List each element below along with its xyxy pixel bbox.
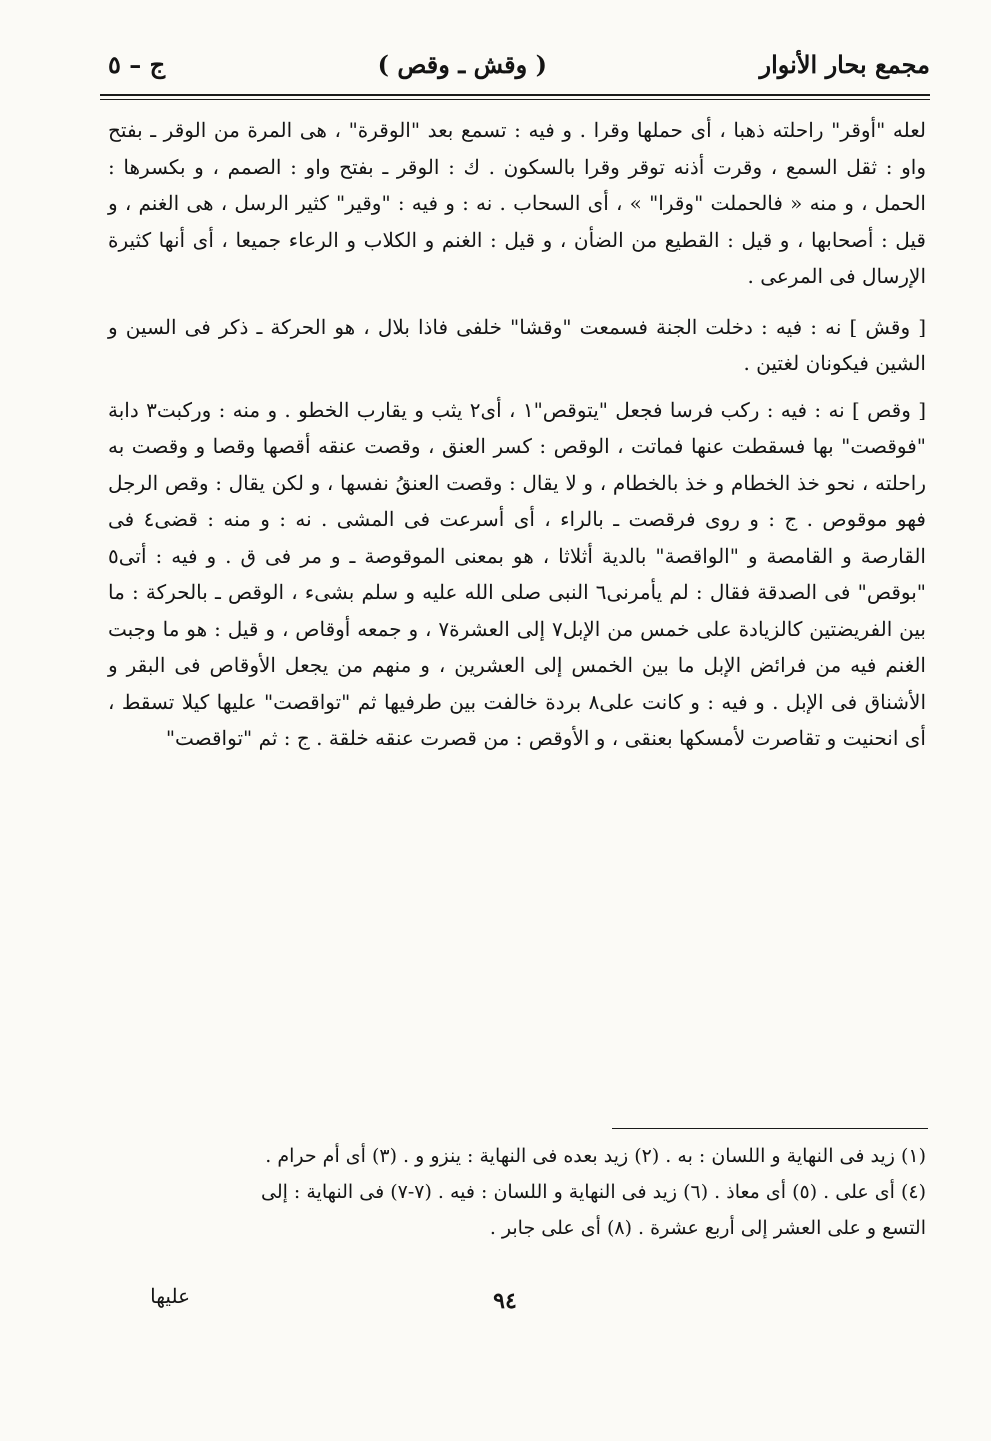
footnotes [108,1138,926,1246]
paragraph-waqsh: [ وقش ] نه : فيه : دخلت الجنة فسمعت "وقشا" خلفى فاذا بلال ، هو الحركة ـ ذكر فى السين و الشين فيكونان لغتين . [108,314,926,375]
paragraph-waqr: لعله "أوقر" راحلته ذهبا ، أى حملها وقرا . و فيه : تسمع بعد "الوقرة" ، هى المرة من الوقر ـ بفتح واو : ثقل السمع ، وقرت أذنه توقر وقرا بالسكون . ك : الوقر ـ بفتح واو : الصمم ، و بكسرها : الحمل ، و منه « فالحملت "وقرا" » ، أى السحاب . نه : و فيه : "وقير" كثير الرسل ، هى الغنم ، و قيل : أصحابها ، و قيل : القطيع من الضأن ، و قيل : الغنم و الكلاب و الرعاء جميعا ، أى أنها كثيرة الإرسال فى المرعى . [108,118,926,288]
footnote-line: (٤) أى على . (٥) أى معاذ . (٦) زيد فى النهاية و اللسان : فيه . (٧-٧) فى النهاية : إلى [260,1181,926,1203]
paragraph-waqs: [ وقص ] نه : فيه : ركب فرسا فجعل "يتوقص"١ ، أى٢ يثب و يقارب الخطو . و منه : وركبت٣ دابة "فوقصت" بها فسقطت عنها فماتت ، الوقص : كسر العنق ، وقصت عنقه أقصها وقصا و وقصت به راحلته ، نحو خذ الخطام و خذ بالخطام ، و لا يقال : وقصت العنقُ نفسها ، و لكن يقال : وقص الرجل فهو موقوص . ج : و روى فرقصت ـ بالراء ، أى أسرعت فى المشى . نه : و منه : قضى٤ فى القارصة و القامصة و "الواقصة" بالدية أثلاثا ، هو بمعنى الموقوصة ـ و مر فى ق . و فيه : أتى٥ "بوقص" فى الصدقة فقال : لم يأمرنى٦ النبى صلى الله عليه و سلم بشىء ، الوقص ـ بالحركة : ما بين الفريضتين كالزيادة على خمس من الإبل٧ إلى العشرة٧ ، و جمعه أوقاص ، و قيل : هو ما وجبت الغنم فيه من فرائض الإبل ما بين الخمس إلى العشرين ، و منهم من يجعل الأوقاص فى البقر و الأشناق فى الإبل . و فيه : و كانت على٨ بردة خالفت بين طرفيها ثم "تواقصت" عليها كيلا تسقط ، أى انحنيت و تقاصرت لأمسكها بعنقى ، و الأوقص : من قصرت عنقه خلقة . ج : ثم "تواقصت" [108,397,927,750]
page-number: ٩٤ [493,1288,517,1314]
footnote-line: (١) زيد فى النهاية و اللسان : به . (٢) زيد بعده فى النهاية : ينزو و . (٣) أى أم حرام . [265,1145,926,1167]
footnote-rule [612,1128,928,1129]
footnote-line: التسع و على العشر إلى أربع عشرة . (٨) أى على جابر . [489,1217,926,1239]
running-header [108,40,930,88]
header-rule-thin [100,99,930,100]
header-rule-thick [100,94,930,96]
volume-label: ج – ٥ [108,49,166,79]
catchword: عليها [150,1284,190,1308]
book-title: مجمع بحار الأنوار [759,49,930,79]
main-text [108,112,926,757]
section-title: ( وقش ـ وقص ) [377,49,547,79]
